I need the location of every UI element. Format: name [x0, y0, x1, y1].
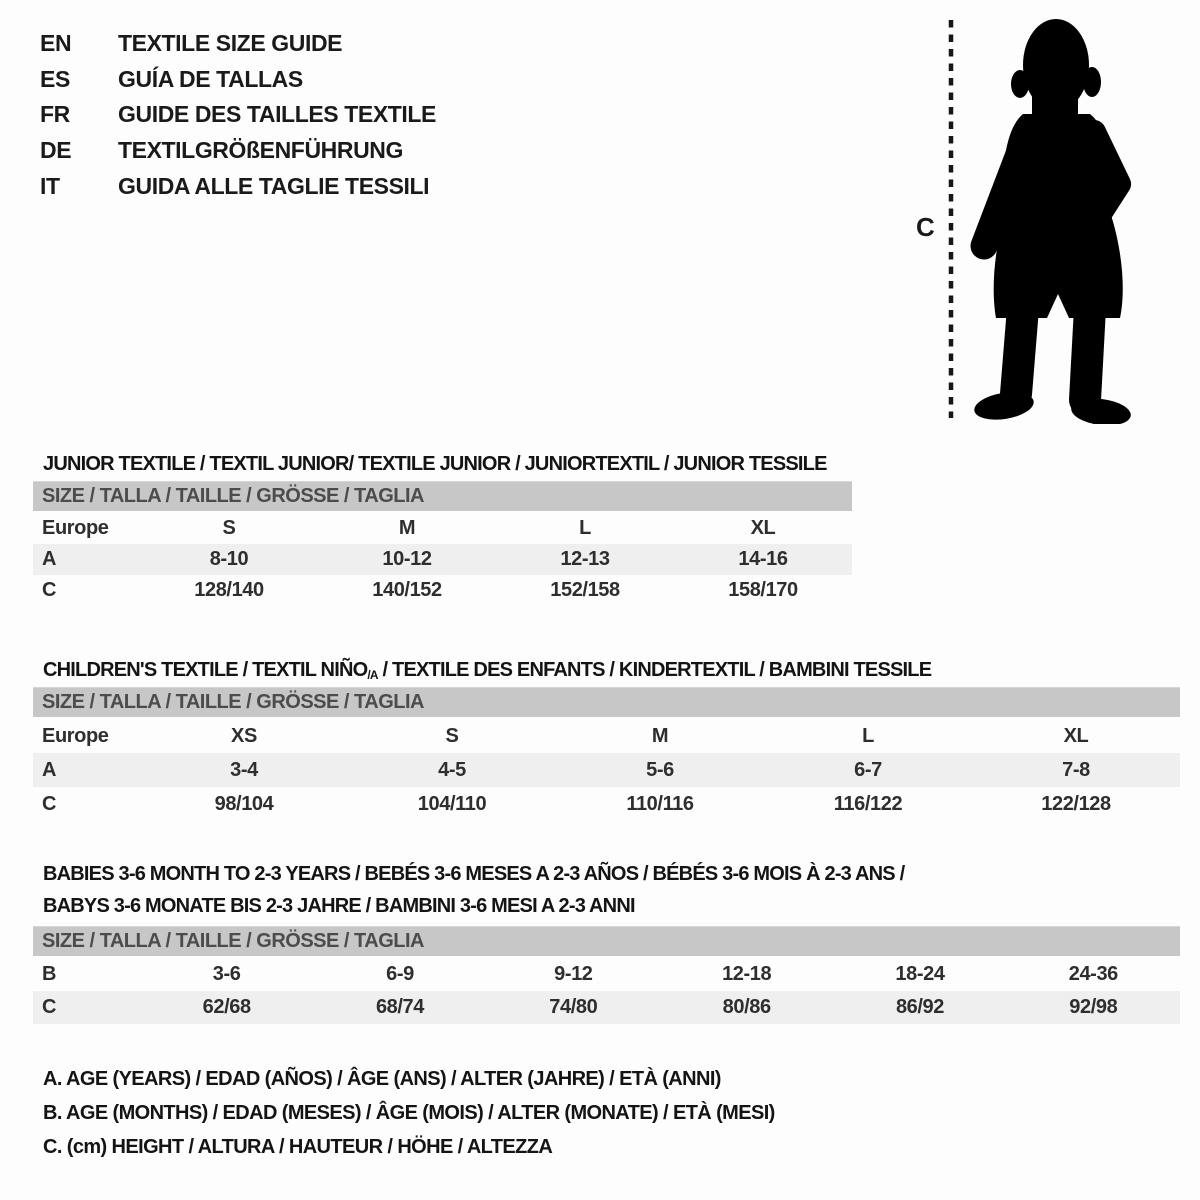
table-row [33, 544, 852, 575]
babies-section-title [43, 858, 904, 922]
table-row [33, 719, 1180, 753]
table-cell: 128/140 [194, 579, 264, 601]
row-label: Europe [42, 517, 109, 539]
language-code: FR [40, 101, 70, 128]
junior-section-title: JUNIOR TEXTILE / TEXTIL JUNIOR/ TEXTILE JUNIOR / JUNIORTEXTIL / JUNIOR TESSILE [43, 452, 827, 475]
table-cell: 158/170 [728, 579, 798, 601]
children-title-pre: CHILDREN'S TEXTILE / TEXTIL NIÑO [43, 658, 368, 681]
table-cell: 86/92 [895, 996, 945, 1018]
language-row [40, 133, 436, 169]
language-row [40, 168, 436, 204]
size-header-bar: SIZE / TALLA / TAILLE / GRÖSSE / TAGLIA [33, 687, 1180, 717]
row-label: Europe [42, 724, 109, 747]
row-label: B [42, 963, 57, 985]
table-cell: S [222, 517, 236, 539]
table-row [33, 991, 1180, 1024]
table-cell: M [398, 517, 416, 539]
table-cell: 3-4 [230, 758, 258, 781]
table-cell: 6-7 [854, 758, 882, 781]
table-row [33, 753, 1180, 787]
legend-line: C. (cm) HEIGHT / ALTURA / HAUTEUR / HÖHE / ALTEZZA [43, 1136, 553, 1158]
size-header-bar: SIZE / TALLA / TAILLE / GRÖSSE / TAGLIA [33, 481, 852, 511]
language-row [40, 62, 436, 98]
table-cell: 122/128 [1041, 792, 1111, 815]
toddler-silhouette-icon [968, 16, 1143, 424]
table-cell: 110/116 [626, 792, 694, 815]
legend-line: A. AGE (YEARS) / EDAD (AÑOS) / ÂGE (ANS) / ALTER (JAHRE) / ETÀ (ANNI) [43, 1068, 721, 1090]
language-title-list [40, 26, 436, 204]
table-cell: 92/98 [1069, 996, 1118, 1018]
table-cell: 14-16 [738, 548, 788, 570]
language-title: GUIDE DES TAILLES TEXTILE [118, 101, 436, 128]
table-cell: 68/74 [375, 996, 425, 1018]
babies-size-table [33, 926, 1180, 1024]
table-row [33, 575, 852, 606]
language-row [40, 97, 436, 133]
table-cell: 4-5 [438, 758, 466, 781]
height-measure-label: C [916, 212, 935, 242]
row-label: A [42, 758, 57, 781]
table-cell: 152/158 [550, 579, 620, 601]
children-title-sub: /A [367, 667, 378, 682]
table-cell: L [579, 517, 591, 539]
table-cell: 9-12 [554, 963, 593, 985]
babies-title-line1: BABIES 3-6 MONTH TO 2-3 YEARS / BEBÉS 3-6 MESES A 2-3 AÑOS / BÉBÉS 3-6 MOIS À 2-3 ANS / [43, 862, 905, 885]
table-cell: 18-24 [895, 963, 945, 985]
row-label: C [42, 996, 57, 1018]
table-cell: XL [750, 517, 776, 539]
table-cell: 116/122 [833, 792, 903, 815]
table-cell: 140/152 [372, 579, 442, 601]
table-cell: 10-12 [382, 548, 432, 570]
language-title: TEXTILE SIZE GUIDE [118, 30, 343, 57]
language-code: IT [40, 172, 60, 199]
table-cell: 12-13 [560, 548, 610, 570]
language-code: EN [40, 30, 72, 57]
children-section-title [43, 659, 931, 682]
table-cell: L [862, 724, 874, 747]
legend [43, 1062, 775, 1164]
table-row [33, 787, 1180, 821]
table-cell: 12-18 [722, 963, 772, 985]
language-title: GUIDA ALLE TAGLIE TESSILI [118, 172, 430, 199]
row-label: C [42, 792, 57, 815]
height-dashed-line [946, 18, 956, 420]
language-title: TEXTILGRÖßENFÜHRUNG [118, 137, 403, 164]
table-row [33, 958, 1180, 991]
language-code: DE [40, 137, 72, 164]
size-header-bar: SIZE / TALLA / TAILLE / GRÖSSE / TAGLIA [33, 926, 1180, 956]
junior-size-table [33, 481, 852, 606]
table-row [33, 513, 852, 544]
table-cell: M [651, 724, 669, 747]
table-cell: 3-6 [212, 963, 241, 985]
table-cell: 74/80 [549, 996, 598, 1018]
row-label: C [42, 579, 57, 601]
babies-title-line2: BABYS 3-6 MONATE BIS 2-3 JAHRE / BAMBINI 3-6 MESI A 2-3 ANNI [43, 894, 635, 917]
table-cell: 5-6 [646, 758, 674, 781]
language-code: ES [40, 65, 70, 92]
legend-line: B. AGE (MONTHS) / EDAD (MESES) / ÂGE (MOIS) / ALTER (MONATE) / ETÀ (MESI) [43, 1102, 775, 1124]
children-size-table [33, 687, 1180, 821]
table-cell: 98/104 [214, 792, 274, 815]
table-cell: XL [1063, 724, 1089, 747]
table-cell: XS [231, 724, 257, 747]
table-cell: S [445, 724, 459, 747]
children-title-post: / TEXTILE DES ENFANTS / KINDERTEXTIL / BAMBINI TESSILE [377, 658, 932, 681]
table-cell: 7-8 [1062, 758, 1090, 781]
table-cell: 8-10 [209, 548, 249, 570]
language-row [40, 26, 436, 62]
language-title: GUÍA DE TALLAS [118, 65, 303, 92]
table-cell: 62/68 [202, 996, 251, 1018]
row-label: A [42, 548, 57, 570]
table-cell: 80/86 [722, 996, 771, 1018]
table-cell: 6-9 [386, 963, 414, 985]
table-cell: 104/110 [417, 792, 487, 815]
table-cell: 24-36 [1068, 963, 1118, 985]
